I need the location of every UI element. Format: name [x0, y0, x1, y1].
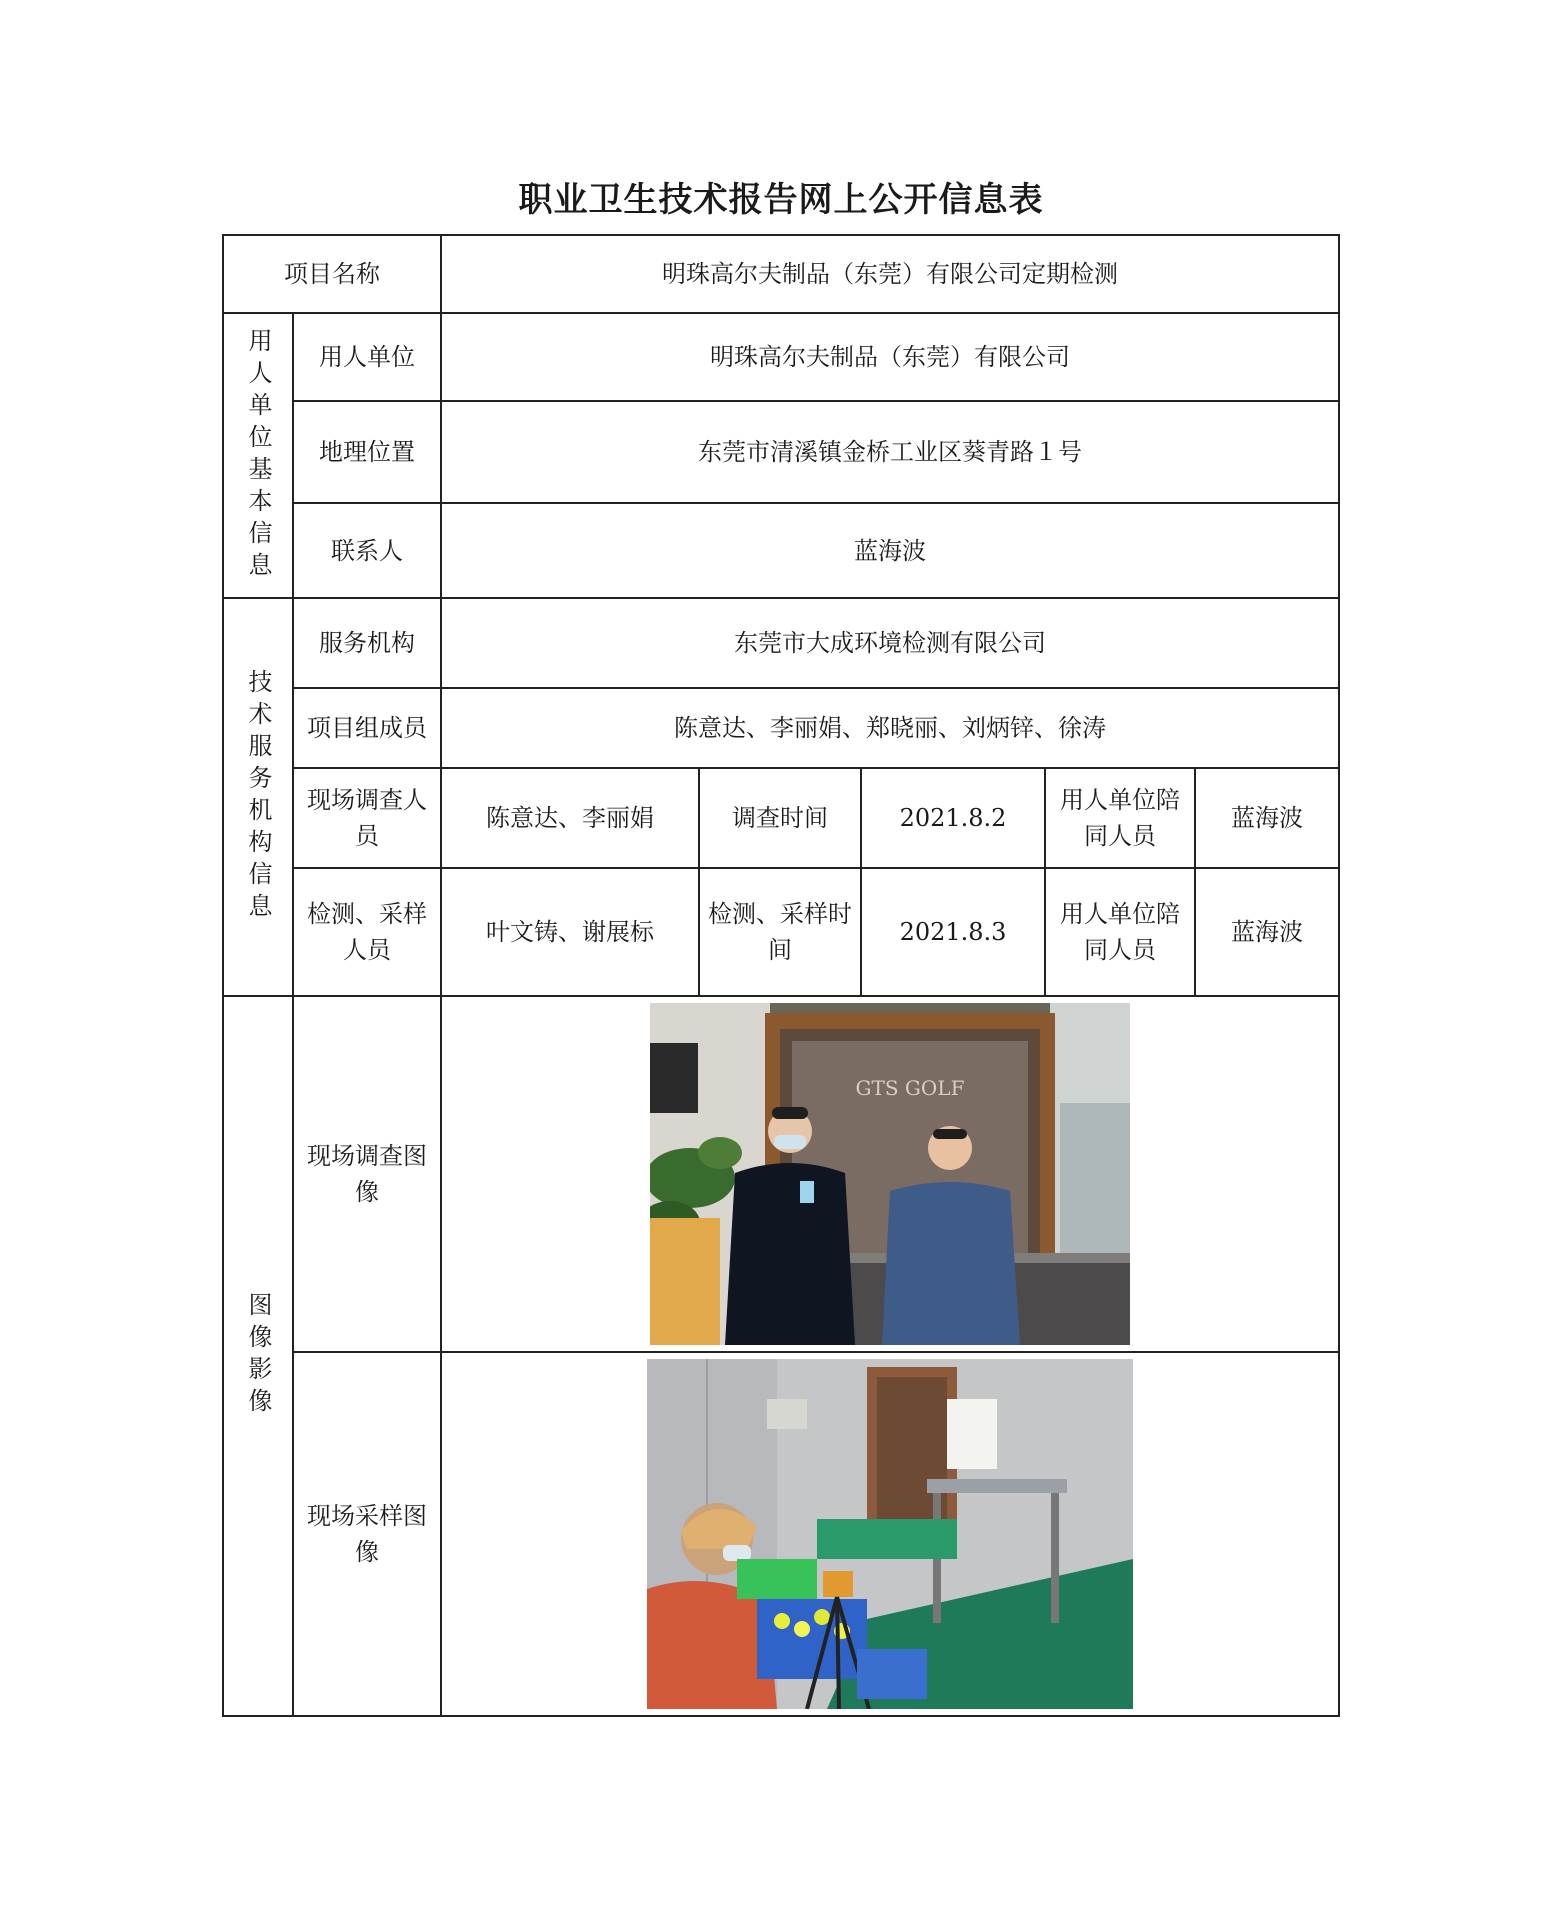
sign-text: GTS GOLF [855, 1076, 965, 1100]
location-value: 东莞市清溪镇金桥工业区葵青路１号 [441, 401, 1339, 503]
members-value: 陈意达、李丽娟、郑晓丽、刘炳锌、徐涛 [441, 688, 1339, 768]
sampling-image-label: 现场采样图像 [293, 1352, 441, 1716]
project-name-value: 明珠高尔夫制品（东莞）有限公司定期检测 [441, 235, 1339, 313]
sampling-escort-value: 蓝海波 [1195, 868, 1339, 996]
survey-staff-label: 现场调查人员 [293, 768, 441, 868]
survey-escort-value: 蓝海波 [1195, 768, 1339, 868]
sampling-escort-label: 用人单位陪同人员 [1045, 868, 1195, 996]
sampling-photo [647, 1359, 1133, 1709]
row-location [223, 401, 1339, 503]
survey-image-label: 现场调查图像 [293, 996, 441, 1352]
sampling-time-value: 2021.8.3 [861, 868, 1045, 996]
row-employer [223, 313, 1339, 401]
row-project-name [223, 235, 1339, 313]
project-name-label: 项目名称 [223, 235, 441, 313]
location-label: 地理位置 [293, 401, 441, 503]
row-sampling-image [223, 1352, 1339, 1716]
contact-value: 蓝海波 [441, 503, 1339, 598]
row-agency [223, 598, 1339, 688]
survey-photo [650, 1003, 1130, 1345]
members-label: 项目组成员 [293, 688, 441, 768]
sampling-time-label: 检测、采样时间 [699, 868, 861, 996]
contact-label: 联系人 [293, 503, 441, 598]
employer-value: 明珠高尔夫制品（东莞）有限公司 [441, 313, 1339, 401]
employer-section-label: 用人单位基本信息 [223, 313, 293, 598]
survey-time-value: 2021.8.2 [861, 768, 1045, 868]
survey-staff-value: 陈意达、李丽娟 [441, 768, 699, 868]
service-section-label: 技术服务机构信息 [223, 598, 293, 996]
row-members [223, 688, 1339, 768]
sampling-staff-label: 检测、采样人员 [293, 868, 441, 996]
row-survey [223, 768, 1339, 868]
employer-label: 用人单位 [293, 313, 441, 401]
survey-escort-label: 用人单位陪同人员 [1045, 768, 1195, 868]
row-sampling [223, 868, 1339, 996]
agency-label: 服务机构 [293, 598, 441, 688]
sampling-staff-value: 叶文铸、谢展标 [441, 868, 699, 996]
agency-value: 东莞市大成环境检测有限公司 [441, 598, 1339, 688]
survey-time-label: 调查时间 [699, 768, 861, 868]
row-contact [223, 503, 1339, 598]
info-table [222, 234, 1340, 1717]
row-survey-image [223, 996, 1339, 1352]
image-section-label: 图像影像 [223, 996, 293, 1716]
page-title: 职业卫生技术报告网上公开信息表 [518, 180, 1044, 220]
